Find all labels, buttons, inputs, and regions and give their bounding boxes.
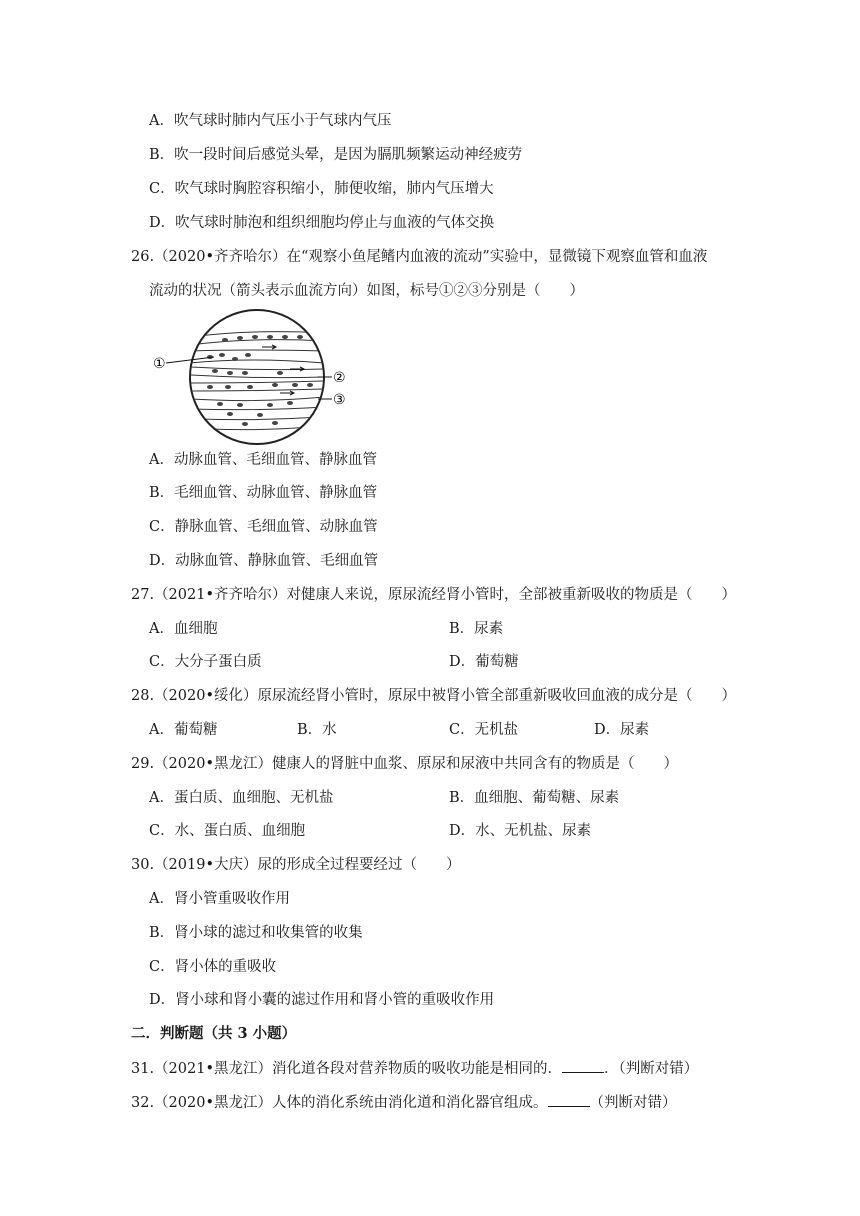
q25-option-d: D．吹气球时肺泡和组织细胞均停止与血液的气体交换 bbox=[149, 215, 495, 231]
q28-option-c: C．无机盐 bbox=[449, 722, 519, 738]
q29-option-a: A．蛋白质、血细胞、无机盐 bbox=[149, 790, 334, 806]
q31-line bbox=[131, 1058, 698, 1079]
q31-suffix: ．（判断对错） bbox=[604, 1061, 699, 1077]
q28-option-b: B．水 bbox=[297, 722, 337, 738]
q29-stem: 29.（2020•黑龙江）健康人的肾脏中血浆、原尿和尿液中共同含有的物质是（ ） bbox=[131, 756, 679, 772]
q26-option-c: C．静脉血管、毛细血管、动脉血管 bbox=[149, 519, 378, 535]
q32-answer-blank[interactable] bbox=[548, 1092, 590, 1107]
q26-option-b: B．毛细血管、动脉血管、静脉血管 bbox=[149, 485, 378, 501]
q30-option-d: D．肾小球和肾小囊的滤过作用和肾小管的重吸收作用 bbox=[149, 992, 495, 1008]
q29-option-c: C．水、蛋白质、血细胞 bbox=[149, 823, 306, 839]
q28-option-a: A．葡萄糖 bbox=[149, 722, 218, 738]
q25-option-b: B．吹一段时间后感觉头晕，是因为膈肌频繁运动神经疲劳 bbox=[149, 147, 523, 163]
q26-option-d: D．动脉血管、静脉血管、毛细血管 bbox=[149, 553, 379, 569]
q27-stem: 27.（2021•齐齐哈尔）对健康人来说，原尿流经肾小管时，全部被重新吸收的物质是（ ） bbox=[131, 587, 737, 603]
q27-option-a: A．血细胞 bbox=[149, 621, 218, 637]
q29-option-d: D．水、无机盐、尿素 bbox=[449, 823, 592, 839]
q28-stem: 28.（2020•绥化）原尿流经肾小管时，原尿中被肾小管全部重新吸收回血液的成分是（ ） bbox=[131, 688, 737, 704]
q31-answer-blank[interactable] bbox=[562, 1058, 604, 1073]
q25-option-a: A．吹气球时肺内气压小于气球内气压 bbox=[149, 113, 392, 129]
figure-label-3: ③ bbox=[333, 392, 346, 408]
q32-prefix: 32.（2020•黑龙江）人体的消化系统由消化道和消化器官组成。 bbox=[131, 1095, 548, 1111]
q32-suffix: （判断对错） bbox=[589, 1095, 677, 1111]
q31-prefix: 31.（2021•黑龙江）消化道各段对营养物质的吸收功能是相同的． bbox=[131, 1061, 563, 1077]
figure-label-2: ② bbox=[333, 370, 346, 386]
q30-option-b: B．肾小球的滤过和收集管的收集 bbox=[149, 925, 363, 941]
fish-tail-microscope-figure bbox=[150, 307, 350, 447]
q32-line bbox=[131, 1092, 677, 1113]
q26-option-a: A．动脉血管、毛细血管、静脉血管 bbox=[149, 452, 377, 468]
q26-stem-line2: 流动的状况（箭头表示血流方向）如图，标号①②③分别是（ ） bbox=[149, 283, 584, 299]
q26-stem-line1: 26.（2020•齐齐哈尔）在“观察小鱼尾鳍内血液的流动”实验中，显微镜下观察血管和血液 bbox=[131, 249, 708, 265]
q29-option-b: B．血细胞、葡萄糖、尿素 bbox=[449, 790, 620, 806]
q27-option-b: B．尿素 bbox=[449, 621, 504, 637]
q27-option-c: C．大分子蛋白质 bbox=[149, 654, 262, 670]
q30-option-a: A．肾小管重吸收作用 bbox=[149, 891, 290, 907]
q25-option-c: C．吹气球时胸腔容积缩小，肺便收缩，肺内气压增大 bbox=[149, 181, 494, 197]
q28-option-d: D．尿素 bbox=[594, 722, 650, 738]
q27-option-d: D．葡萄糖 bbox=[449, 654, 519, 670]
q30-option-c: C．肾小体的重吸收 bbox=[149, 959, 277, 975]
section-heading-judgement: 二．判断题（共 3 小题） bbox=[131, 1025, 297, 1042]
figure-label-1: ① bbox=[153, 356, 166, 372]
q30-stem: 30.（2019•大庆）尿的形成全过程要经过（ ） bbox=[131, 857, 461, 873]
